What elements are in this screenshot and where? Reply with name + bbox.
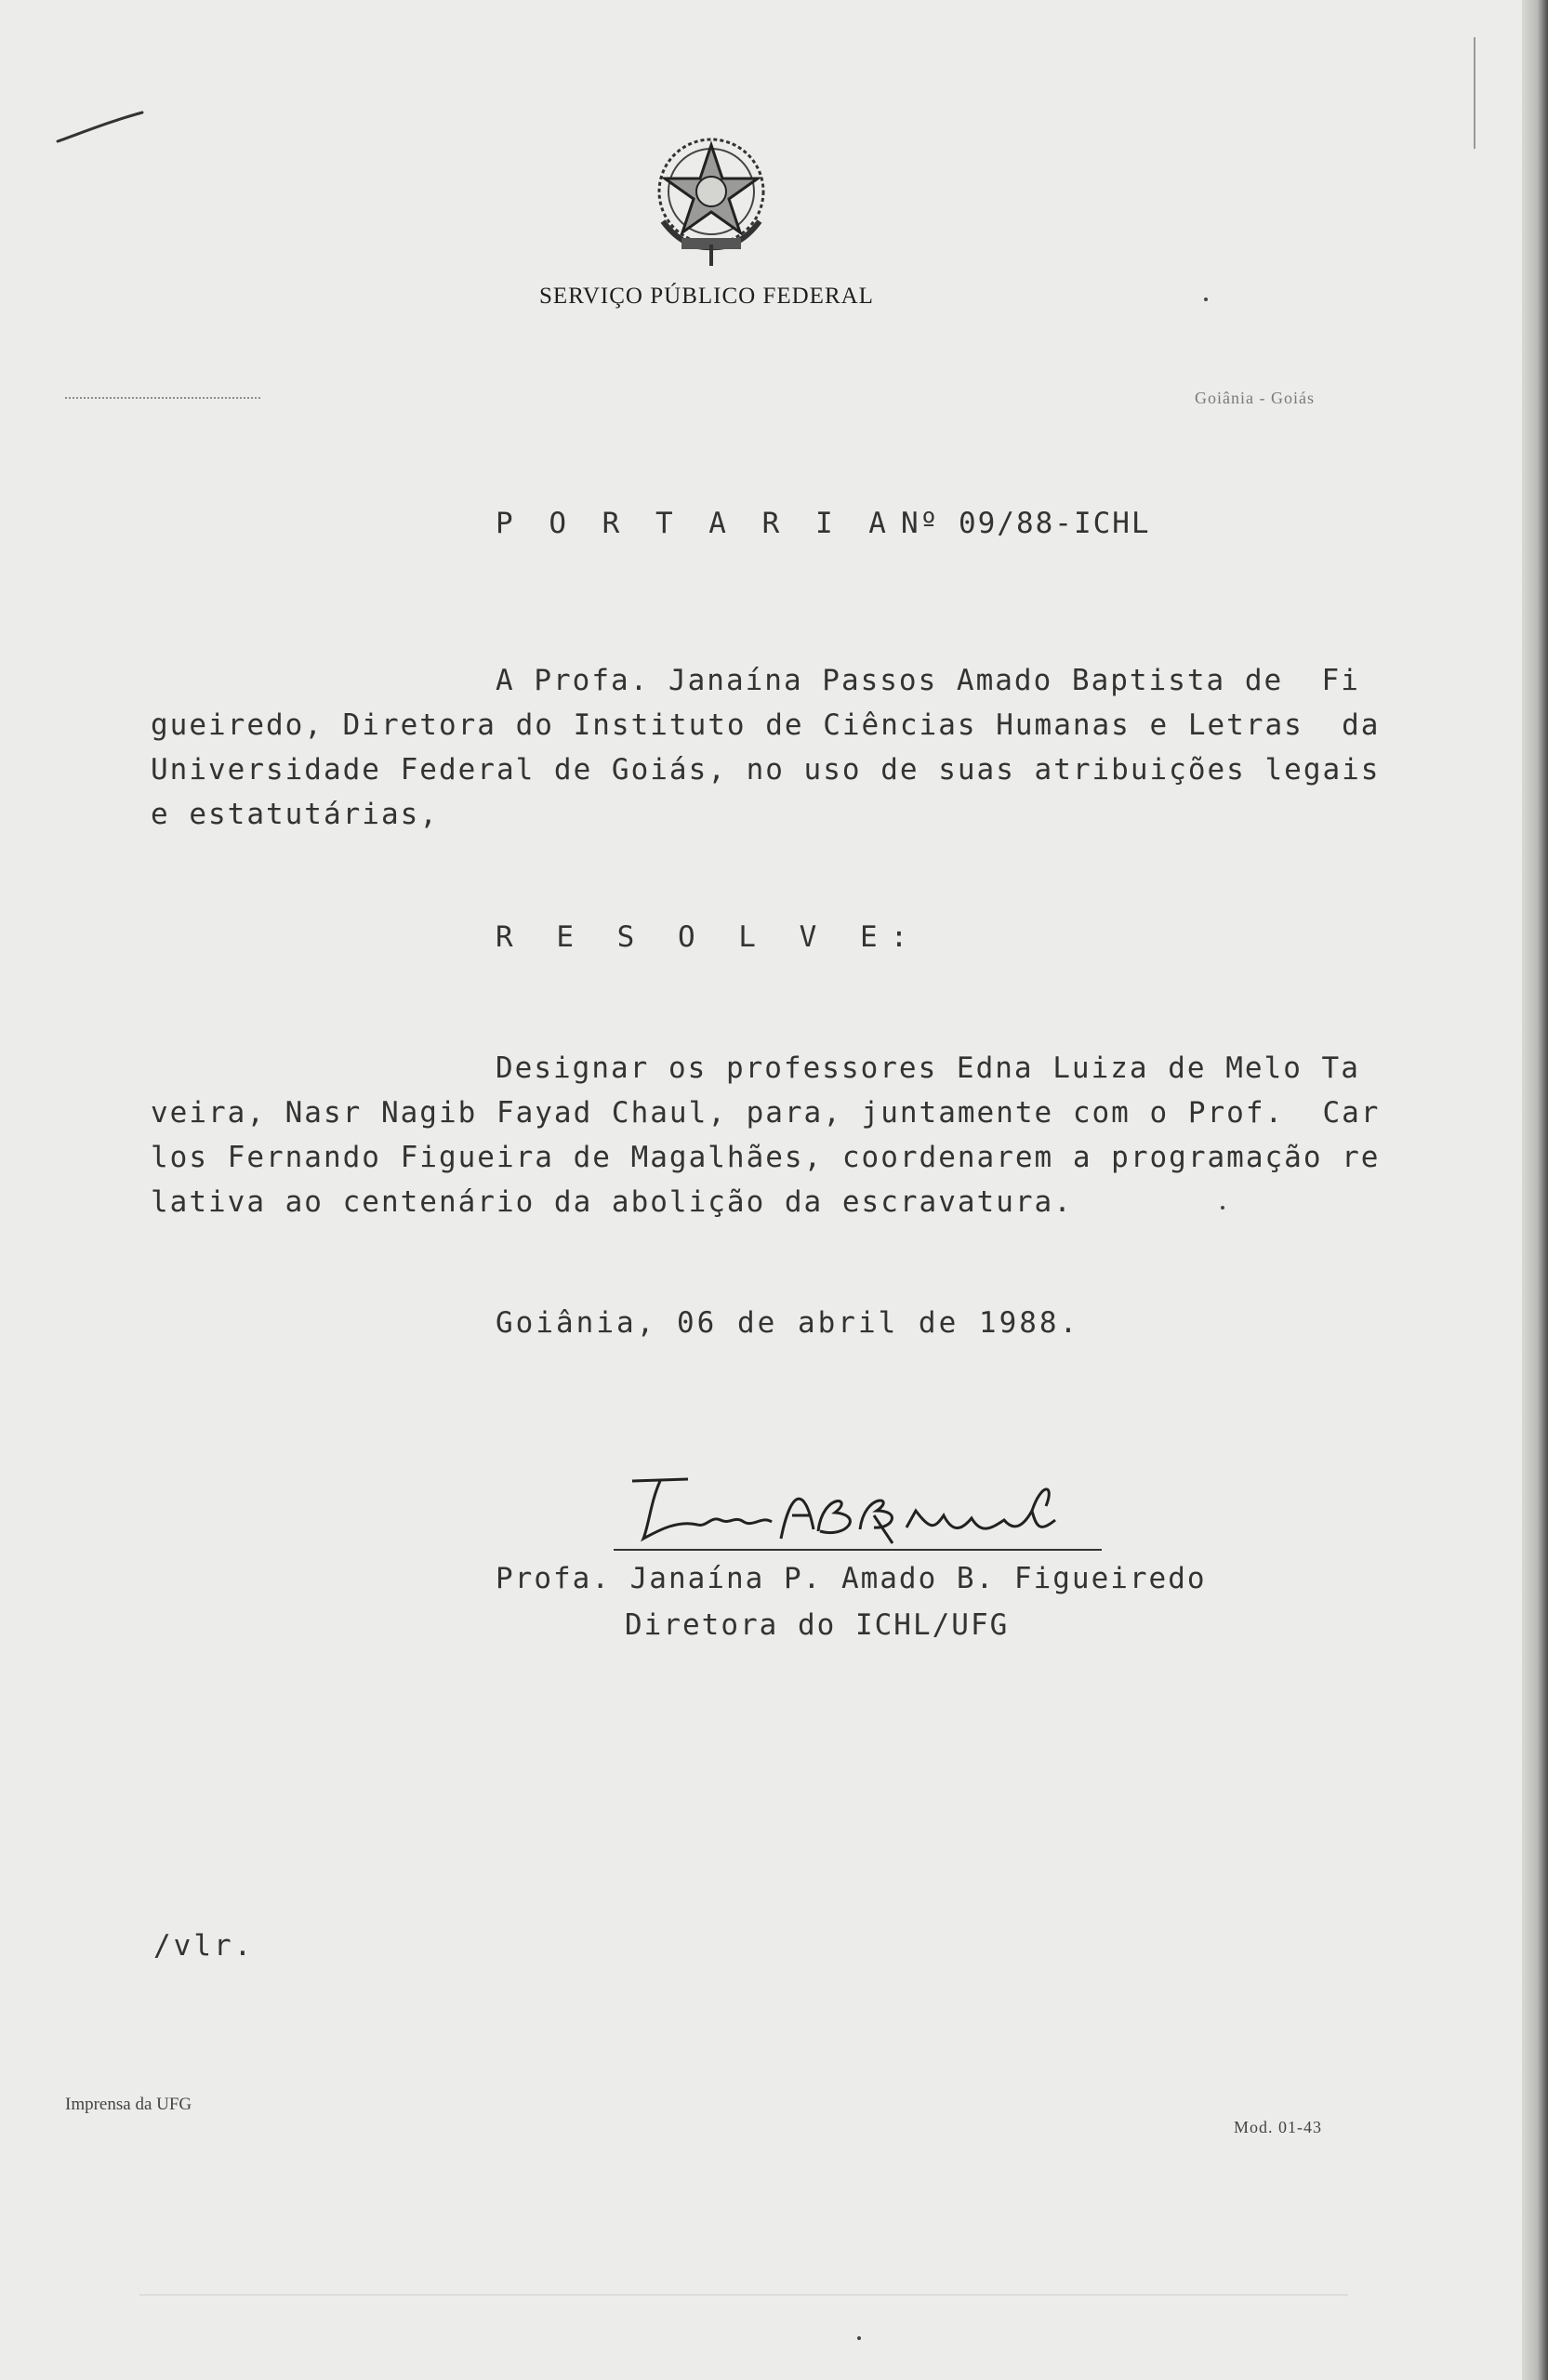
printer-imprint: Imprensa da UFG <box>65 2095 192 2114</box>
resolution-line: veira, Nasr Nagib Fayad Chaul, para, juntamente com o Prof. Car <box>151 1096 1381 1130</box>
form-model-number: Mod. 01-43 <box>1234 2118 1322 2136</box>
resolution-line: Designar os professores Edna Luiza de Melo Ta <box>496 1051 1360 1085</box>
bottom-rule <box>139 2294 1348 2295</box>
document-title <box>496 507 1151 540</box>
document-title-label: P O R T A R I A <box>496 507 895 540</box>
resolution-paragraph <box>151 1046 1381 1224</box>
paper-speck <box>1204 298 1208 301</box>
header-city: Goiânia - Goiás <box>1195 389 1315 407</box>
document-date: Goiânia, 06 de abril de 1988. <box>496 1306 1080 1340</box>
coat-of-arms-emblem-icon <box>646 128 776 268</box>
preamble-line: A Profa. Janaína Passos Amado Baptista de Fi <box>496 664 1360 697</box>
preamble-line: gueiredo, Diretora do Instituto de Ciências Humanas e Letras da <box>151 708 1381 742</box>
preamble-paragraph <box>151 658 1381 837</box>
typist-initials: /vlr. <box>153 1929 255 1963</box>
handwritten-signature <box>595 1474 1116 1557</box>
preamble-line: Universidade Federal de Goiás, no uso de suas atribuições legais <box>151 753 1381 787</box>
dotted-reference-line <box>65 397 260 399</box>
pen-stroke-mark <box>56 110 144 147</box>
preamble-line: e estatutárias, <box>151 798 439 831</box>
paper-speck <box>857 2336 861 2340</box>
resolution-line: lativa ao centenário da abolição da escravatura. <box>151 1185 1073 1219</box>
service-header-title: SERVIÇO PÚBLICO FEDERAL <box>539 284 874 309</box>
resolve-heading: R E S O L V E: <box>496 920 921 954</box>
resolution-line: los Fernando Figueira de Magalhães, coordenarem a programação re <box>151 1141 1381 1174</box>
document-number: Nº 09/88-ICHL <box>900 507 1151 540</box>
signatory-name: Profa. Janaína P. Amado B. Figueiredo <box>496 1562 1207 1595</box>
page-edge-shadow <box>1522 0 1548 2380</box>
signatory-role: Diretora do ICHL/UFG <box>625 1608 1010 1642</box>
margin-line <box>1474 37 1475 149</box>
paper-speck <box>1221 1206 1224 1210</box>
